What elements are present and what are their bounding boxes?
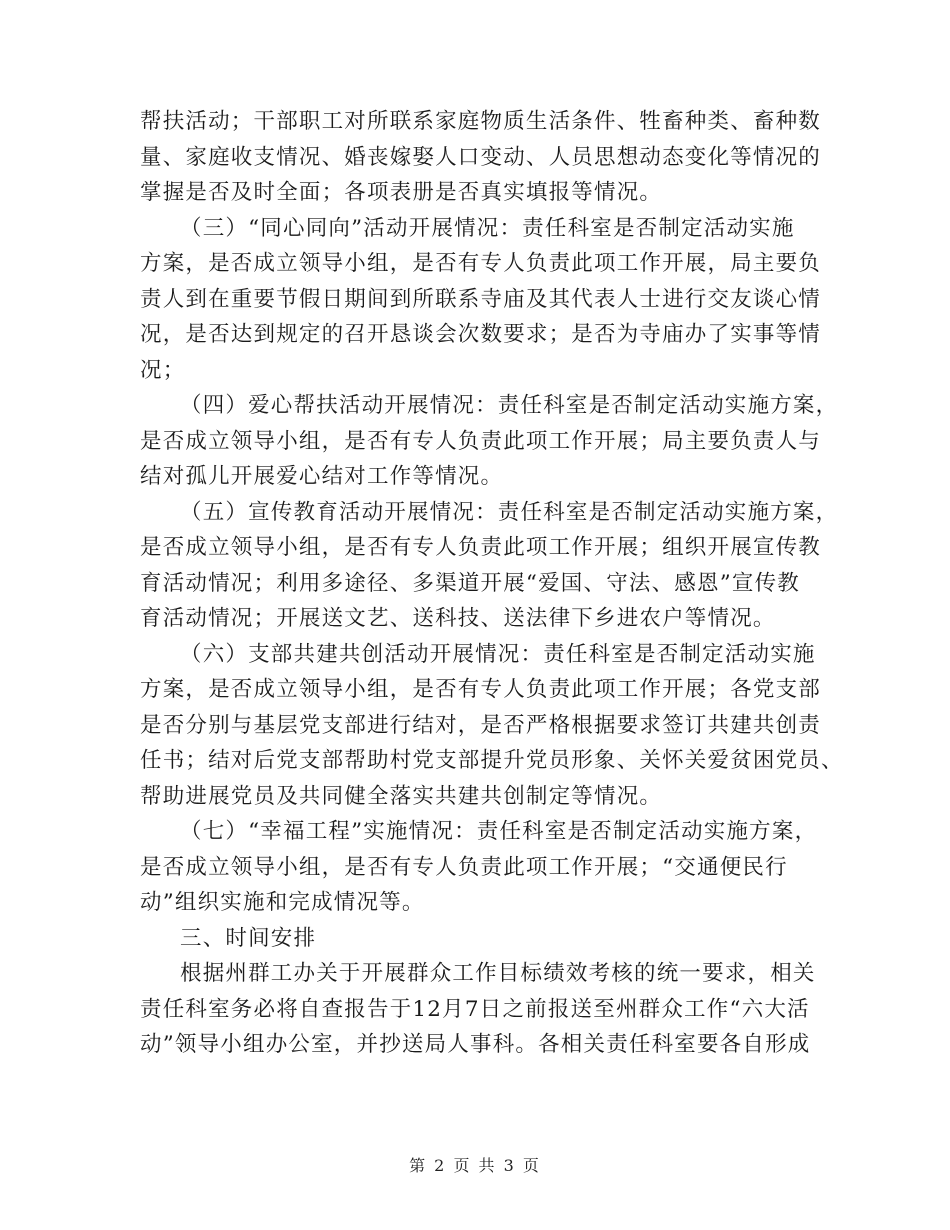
text-line: 任书；结对后党支部帮助村党支部提升党员形象、关怀关爱贫困党员、	[140, 748, 844, 773]
text-line: 责人到在重要节假日期间到所联系寺庙及其代表人士进行交友谈心情	[140, 286, 822, 312]
document-body	[140, 104, 844, 1063]
paragraph-start-line: （七）“幸福工程”实施情况：责任科室是否制定活动实施方案，	[180, 819, 818, 844]
text-line: 是否成立领导小组，是否有专人负责此项工作开展；组织开展宣传教	[140, 535, 822, 560]
section-heading: 三、时间安排	[180, 925, 317, 951]
text-line: 方案，是否成立领导小组，是否有专人负责此项工作开展，局主要负	[140, 251, 822, 276]
page-number-footer: 第 2 页 共 3 页	[409, 1156, 541, 1175]
text-line: 况，是否达到规定的召开恳谈会次数要求；是否为寺庙办了实事等情	[140, 322, 822, 347]
paragraph-start-line: 根据州群工办关于开展群众工作目标绩效考核的统一要求，相关	[180, 961, 816, 986]
text-line: 掌握是否及时全面；各项表册是否真实填报等情况。	[140, 180, 663, 205]
text-line: 动”组织实施和完成情况等。	[140, 890, 425, 915]
paragraph-start-line: （四）爱心帮扶活动开展情况：责任科室是否制定活动实施方案，	[180, 393, 839, 418]
paragraph-start-line: （五）宣传教育活动开展情况：责任科室是否制定活动实施方案，	[180, 499, 839, 525]
text-line: 结对孤儿开展爱心结对工作等情况。	[140, 464, 504, 489]
text-line: 帮扶活动；干部职工对所联系家庭物质生活条件、牲畜种类、畜种数	[140, 109, 822, 134]
text-line: 方案，是否成立领导小组，是否有专人负责此项工作开展；各党支部	[140, 677, 822, 702]
paragraph-start-line: （三）“同心同向”活动开展情况：责任科室是否制定活动实施	[180, 215, 795, 241]
text-line: 是否成立领导小组，是否有专人负责此项工作开展；“交通便民行	[140, 854, 788, 880]
text-line: 是否成立领导小组，是否有专人负责此项工作开展；局主要负责人与	[140, 428, 822, 454]
text-line: 帮助进展党员及共同健全落实共建共创制定等情况。	[140, 783, 663, 809]
text-line: 育活动情况；开展送文艺、送科技、送法律下乡进农户等情况。	[140, 606, 776, 631]
paragraph-start-line: （六）支部共建共创活动开展情况：责任科室是否制定活动实施	[180, 641, 816, 667]
text-line: 育活动情况；利用多途径、多渠道开展“爱国、守法、感恩”宣传教	[140, 570, 800, 596]
text-line: 责任科室务必将自查报告于12月7日之前报送至州群众工作“六大活	[140, 996, 810, 1022]
text-line: 况；	[140, 357, 186, 383]
text-line: 量、家庭收支情况、婚丧嫁娶人口变动、人员思想动态变化等情况的	[140, 144, 822, 170]
text-line: 动”领导小组办公室，并抄送局人事科。各相关责任科室要各自形成	[140, 1032, 811, 1057]
text-line: 是否分别与基层党支部进行结对，是否严格根据要求签订共建共创责	[140, 712, 822, 738]
